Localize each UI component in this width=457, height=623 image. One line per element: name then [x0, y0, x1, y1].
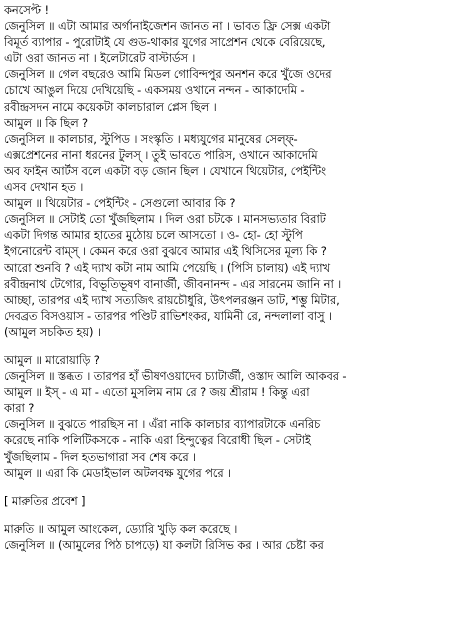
text-line: [ মারুতির প্রবেশ ]	[4, 493, 86, 508]
text-line: (আমুল সচকিত হয়) ।	[4, 324, 101, 339]
text-line: রবীন্দ্রনাথ টেগোর, বিভূতিভূষণ বানার্জী, জীবনানন্দ - এর সারনেম জানি না ।	[4, 276, 342, 291]
text-line: দেবব্রত বিসওয়াস - তারপর পণ্ডিট রাভিশংকর, যামিনী রে, নন্দলালা বাসু ।	[4, 308, 332, 323]
text-line: কারা ?	[4, 401, 35, 416]
text-line: আমুল ॥ কি ছিল ?	[4, 115, 88, 130]
text-line: জেনুসিল ॥ কালচার, স্টুপিড । সংস্কৃতি । মধ্যযুগের মানুষের সেল্ফ্-	[4, 131, 298, 146]
text-line: কনসেপ্ট !	[4, 3, 49, 17]
text-line: আমুল ॥ ইস্ - এ মা - এতো মুসলিম নাম রে ? জয় শ্রীরাম ! কিন্তু এরা	[4, 385, 310, 400]
text-line: জেনুসিল ॥ স্তব্ধত । তারপর হাঁ ভীষণওয়াদেব চ্যাটার্জী, ওস্তাদ আলি আকবর -	[4, 369, 347, 384]
text-line: আচ্ছা, তারপর এই দ্যাখ সত্যজিৎ রায়চৌধুরি, উৎপলরঞ্জন ডাট, শম্ভু মিটার,	[4, 292, 340, 307]
text-line: আমুল ॥ থিয়েটার - পেইন্টিং - সেগুলো আবার কি ?	[4, 196, 236, 211]
text-line: বিমূর্ত ব্যাপার - পুরোটাই যে গুড-থাকার যুগের সাপ্রেশন থেকে বেরিয়েছে,	[4, 35, 326, 50]
text-line: খুঁজছিলাম - দিল হতভাগারা সব শেষ করে ।	[4, 449, 196, 464]
text-line: একটা দিগন্ত আমার হাতের মুঠোয় চলে আসতো । ও- হো- হো স্টুপি	[4, 228, 303, 243]
text-line: অব ফাইন আর্টস বলে একটা বড় জোন ছিল । যেখানে থিয়েটার, পেইন্টিং	[4, 163, 326, 178]
blank-line	[4, 340, 453, 352]
text-line: এক্সপ্রেশনের নানা ধরনের টুলস্ । তুই ভাবতে পারিস, ওখানে আকাদেমি	[4, 147, 318, 162]
text-line: জেনুসিল ॥ গেল বছরেও আমি মিডল গোবিন্দপুর অনশন করে খুঁজে ওদের	[4, 67, 332, 82]
text-line: ইগনোরেন্ট বাম্স্ । কেমন করে ওরা বুঝবে আমার এই থিসিসের মূল্য কি ?	[4, 244, 327, 259]
text-line: আমুল ॥ এরা কি মেডাইভাল অটলবক্ষ যুগের পরে ।	[4, 465, 232, 480]
text-line: জেনুসিল ॥ এটা আমার অর্গানাইজেশন জানত না । ভাবত ফ্রি সেক্স একটা	[4, 19, 331, 34]
text-line: জেনুসিল ॥ (আমুলের পিঠ চাপড়ে) যা কলটা রিসিভ কর । আর চেষ্টা কর	[4, 537, 324, 552]
text-line: চোখে আঙুল দিয়ে দেখিয়েছি - একসময় ওখানে নন্দন - আকাদেমি -	[4, 83, 305, 98]
blank-line	[4, 481, 453, 493]
text-line: মারুতি ॥ আমুল আংকেল, ড্যোরি খুড়ি কল করেছে ।	[4, 521, 238, 536]
text-line: করেছে নাকি পলিটিকসকে - নাকি এরা হিন্দুত্বের বিরোধী ছিল - সেটাই	[4, 433, 311, 448]
text-line: আরো শুনবি ? এই দ্যাখ কটা নাম আমি পেয়েছি । (পিসি চালায়) এই দ্যাখ	[4, 260, 330, 275]
text-line: আমুল ॥ মারোয়াড়ি ?	[4, 352, 100, 367]
text-line: জেনুসিল ॥ সেটাই তো খুঁজছিলাম । দিল ওরা চটকে । মানসভ্যতার বিরাট	[4, 212, 326, 227]
text-line: এসব দেখান হত ।	[4, 180, 84, 195]
text-line: এটা ওরা জানত না । ইলেটারেট বাস্টার্ডস ।	[4, 51, 196, 66]
blank-line	[4, 509, 453, 521]
text-line: জেনুসিল ॥ বুঝতে পারছিস না । এঁরা নাকি কালচার ব্যাপারটাকে এনরিচ	[4, 417, 321, 432]
text-line: রবীন্দ্রসদন নামে কয়েকটা কালচারাল প্লেস ছিল ।	[4, 99, 217, 114]
